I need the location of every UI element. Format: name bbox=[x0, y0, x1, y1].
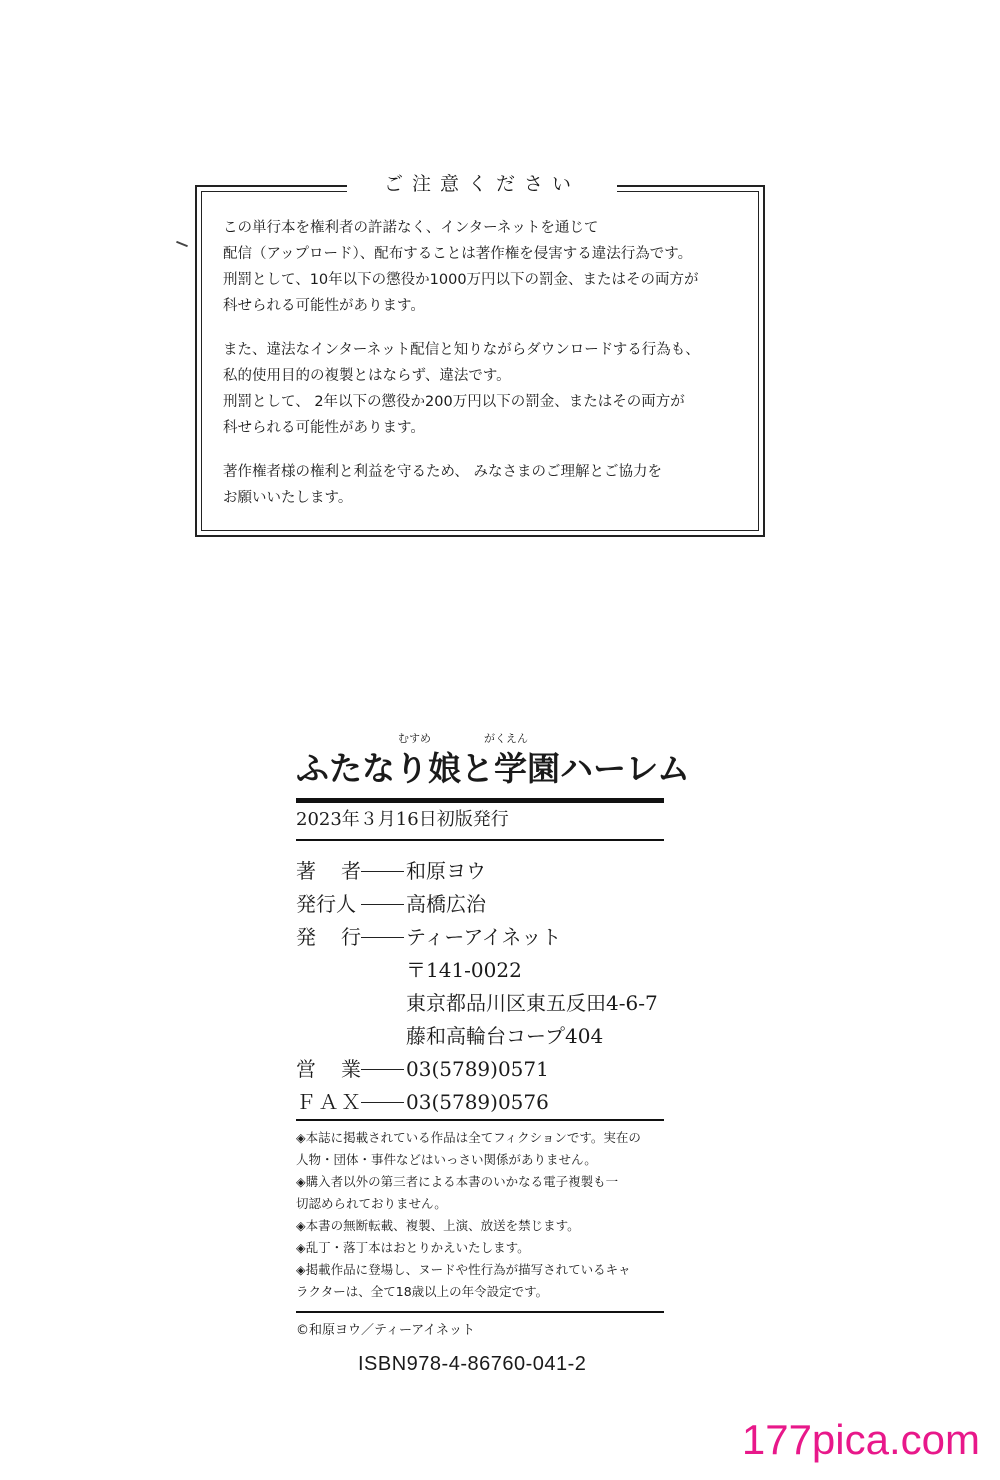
dash-rule bbox=[361, 888, 404, 905]
watermark: 177pica.com bbox=[741, 1416, 980, 1463]
address-postal: 〒141-0022 bbox=[406, 958, 522, 982]
book-title: ふたなり娘と学園ハーレム bbox=[296, 749, 691, 788]
notice-paragraph-2 bbox=[223, 337, 753, 441]
credit-author bbox=[296, 855, 668, 888]
notice-box bbox=[195, 173, 765, 537]
contact-sales bbox=[296, 1053, 668, 1086]
key-char: 者 bbox=[341, 859, 361, 883]
credit-key bbox=[296, 1053, 361, 1086]
title-ruby bbox=[296, 730, 668, 748]
notice-body bbox=[223, 215, 753, 529]
edition-date: 2023年３月16日初版発行 bbox=[296, 809, 509, 830]
key-char: Ａ bbox=[318, 1090, 339, 1114]
key-char: 行 bbox=[341, 925, 361, 949]
notes bbox=[296, 1127, 668, 1303]
copyright: ©和原ヨウ／ティーアイネット bbox=[296, 1323, 476, 1338]
key-char: Ｘ bbox=[341, 1090, 361, 1114]
contact-fax bbox=[296, 1086, 668, 1119]
edition-rule bbox=[296, 839, 664, 841]
address-line: 藤和高輪台コープ404 bbox=[406, 1024, 604, 1048]
notice-paragraph-3 bbox=[223, 459, 753, 511]
dash-rule bbox=[361, 921, 404, 938]
colophon bbox=[296, 730, 691, 1376]
notice-line: 刑罰として、10年以下の懲役か1000万円以下の罰金、またはその両方が bbox=[223, 272, 699, 288]
notice-line: お願いいたします。 bbox=[223, 490, 353, 506]
key-char: 営 bbox=[296, 1057, 316, 1081]
notice-title: ご注意ください bbox=[347, 169, 617, 199]
credit-value: ティーアイネット bbox=[406, 925, 562, 949]
dash-rule bbox=[361, 1053, 404, 1070]
credit-key bbox=[296, 855, 361, 888]
ruby-gakuen: がくえん bbox=[484, 732, 528, 745]
notice-line: また、違法なインターネット配信と知りながらダウンロードする行為も、 bbox=[223, 342, 700, 358]
credit-value: 和原ヨウ bbox=[406, 859, 486, 883]
note-line: 人物・団体・事件などはいっさい関係がありません。 bbox=[296, 1152, 597, 1167]
notice-paragraph-1 bbox=[223, 215, 753, 319]
notice-line: 刑罰として、 2年以下の懲役か200万円以下の罰金、またはその両方が bbox=[223, 394, 685, 410]
notice-line: この単行本を権利者の許諾なく、インターネットを通じて bbox=[223, 220, 599, 236]
key-char: 発 bbox=[296, 925, 316, 949]
credit-publisher-person bbox=[296, 888, 668, 921]
notice-line: 配信（アップロード）、配布することは著作権を侵害する違法行為です。 bbox=[223, 246, 693, 262]
ruby-musume: むすめ bbox=[398, 732, 431, 745]
isbn: ISBN978-4-86760-041-2 bbox=[358, 1353, 587, 1375]
key-char: 著 bbox=[296, 859, 316, 883]
notice-line: 科せられる可能性があります。 bbox=[223, 420, 425, 436]
stray-mark bbox=[176, 241, 188, 247]
note-line: ◈購入者以外の第三者による本書のいかなる電子複製も一 bbox=[296, 1174, 619, 1189]
dash-rule bbox=[361, 1086, 404, 1103]
credit-value: 高橋広治 bbox=[406, 892, 486, 916]
notes-rule-top bbox=[296, 1119, 664, 1121]
key-char: 業 bbox=[341, 1057, 361, 1081]
credit-key bbox=[296, 1086, 361, 1119]
contact-value: 03(5789)0571 bbox=[406, 1057, 549, 1081]
notes-rule-bottom bbox=[296, 1311, 664, 1313]
key-char: Ｆ bbox=[296, 1090, 316, 1114]
note-line: ラクターは、全て18歳以上の年令設定です。 bbox=[296, 1284, 549, 1299]
notice-line: 科せられる可能性があります。 bbox=[223, 298, 425, 314]
credit-key bbox=[296, 888, 361, 921]
note-line: ◈本誌に掲載されている作品は全てフィクションです。実在の bbox=[296, 1130, 641, 1145]
note-line: ◈本書の無断転載、複製、上演、放送を禁じます。 bbox=[296, 1218, 580, 1233]
credits bbox=[296, 855, 668, 1119]
dash-rule bbox=[361, 855, 404, 872]
contact-value: 03(5789)0576 bbox=[406, 1090, 549, 1114]
notice-line: 私的使用目的の複製とはならず、違法です。 bbox=[223, 368, 511, 384]
credit-publisher bbox=[296, 921, 668, 954]
key-char: 発行人 bbox=[296, 892, 356, 916]
note-line: 切認められておりません。 bbox=[296, 1196, 447, 1211]
note-line: ◈掲載作品に登場し、ヌードや性行為が描写されているキャ bbox=[296, 1262, 631, 1277]
note-line: ◈乱丁・落丁本はおとりかえいたします。 bbox=[296, 1240, 530, 1255]
notice-line: 著作権者様の権利と利益を守るため、 みなさまのご理解とご協力を bbox=[223, 464, 663, 480]
credit-key bbox=[296, 921, 361, 954]
address-line: 東京都品川区東五反田4-6-7 bbox=[406, 991, 658, 1015]
